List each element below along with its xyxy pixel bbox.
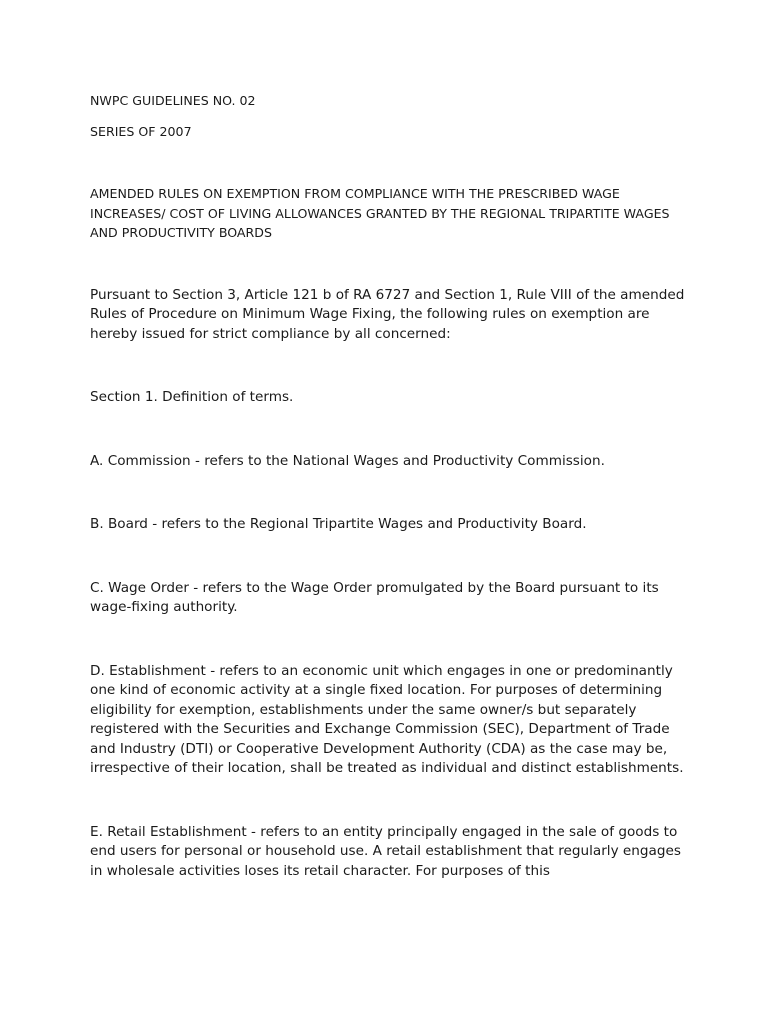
- guideline-number: NWPC GUIDELINES NO. 02: [90, 93, 256, 108]
- definition-item: B. Board - refers to the Regional Tripartite Wages and Productivity Board.: [90, 516, 587, 533]
- definition-item: D. Establishment - refers to an economic unit which engages in one or predominantly one kind of economic activity at a single fixed location. For purposes of determining eligibility for exemption, establishments under the same owner/s but separately registered with the Securities and Exchange Commission (SEC), Department of Trade and Industry (DTI) or Cooperative Development Authority (CDA) as the case may be, irrespective of their location, shall be treated as individual and distinct establishments.: [90, 662, 684, 777]
- spacer: [90, 471, 690, 515]
- spacer: [90, 618, 690, 662]
- spacer: [90, 110, 690, 122]
- section-heading: Section 1. Definition of terms.: [90, 389, 294, 406]
- document-title: AMENDED RULES ON EXEMPTION FROM COMPLIANCE WITH THE PRESCRIBED WAGE INCREASES/ COST OF LIVING ALLOWANCES GRANTED BY THE REGIONAL TRIPARTITE WAGES AND PRODUCTIVITY BOARDS: [90, 186, 670, 241]
- preamble-paragraph: Pursuant to Section 3, Article 121 b of RA 6727 and Section 1, Rule VIII of the amended Rules of Procedure on Minimum Wage Fixing, the following rules on exemption are hereby issued for strict compliance by all concerned:: [90, 286, 685, 342]
- spacer: [90, 408, 690, 452]
- spacer: [90, 344, 690, 388]
- spacer: [90, 243, 690, 286]
- definition-item: E. Retail Establishment - refers to an entity principally engaged in the sale of goods to end users for personal or household use. A retail establishment that regularly engages in wholesale activities loses its retail character. For purposes of this: [90, 823, 681, 879]
- definition-item: A. Commission - refers to the National Wages and Productivity Commission.: [90, 452, 605, 469]
- spacer: [90, 779, 690, 823]
- spacer: [90, 535, 690, 579]
- series-line: SERIES OF 2007: [90, 124, 192, 139]
- document-page: [90, 91, 690, 881]
- spacer: [90, 141, 690, 184]
- definition-item: C. Wage Order - refers to the Wage Order promulgated by the Board pursuant to its wage-fixing authority.: [90, 579, 659, 616]
